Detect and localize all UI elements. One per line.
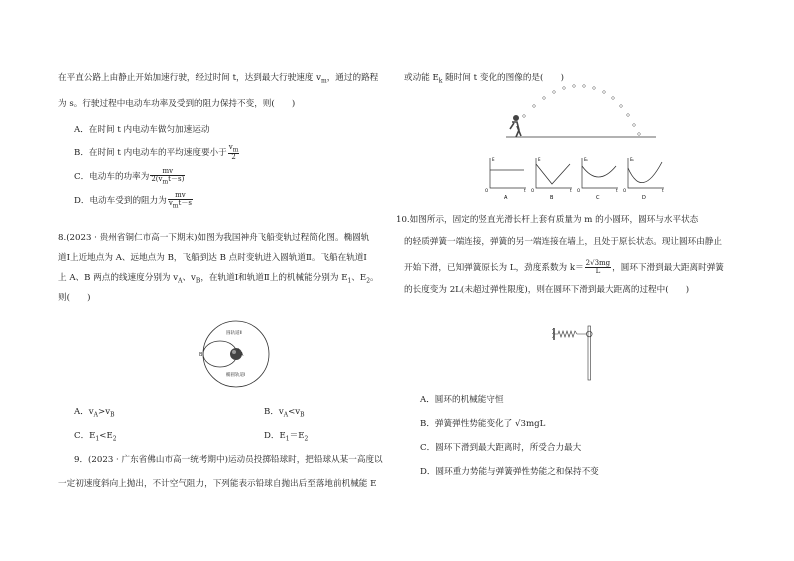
svg-text:t: t	[616, 188, 618, 193]
q10-stem-line-3: 开始下滑，已知弹簧原长为 L，劲度系数为 k＝ $\frac{2√3mg}{L}$ ，圆环下滑到最大距离时弹簧	[404, 259, 724, 275]
fraction: $\frac{2√3mg}{L}$	[585, 259, 611, 275]
orbit-figure	[196, 312, 271, 392]
q10-option-c: C．圆环下滑到最大距离时，所受合力最大	[420, 443, 582, 453]
svg-text:A: A	[240, 352, 244, 358]
q8-option-b: B．$v_A<v_B$	[264, 407, 305, 419]
q9-stem-line-3: 或动能 $E_k$ 随时间 t 变化的图像的是( )	[404, 73, 564, 85]
q7-option-c: C．电动车的功率为 $\frac{mv}{2(v_mt-s)}$	[74, 167, 185, 186]
q7-option-b: B．在时间 t 内电动车的平均速度要小于 $\frac{v_m}{2}$	[74, 143, 239, 162]
q9-stem-line-2: 一定初速度斜向上抛出，不计空气阻力，下列能表示铅球自抛出后至落地前机械能 E	[58, 479, 377, 489]
svg-text:椭圆轨道Ⅰ: 椭圆轨道Ⅰ	[226, 373, 246, 378]
svg-text:B: B	[199, 352, 203, 358]
spring	[554, 331, 586, 337]
svg-text:A: A	[504, 195, 508, 201]
athlete-icon	[510, 115, 521, 137]
svg-text:O: O	[577, 188, 581, 193]
svg-text:O: O	[531, 188, 535, 193]
q8-stem-line-4: 则( )	[58, 293, 91, 303]
svg-text:Eₖ: Eₖ	[584, 157, 589, 162]
svg-text:C: C	[596, 195, 600, 201]
q10-option-b: B．弹簧弹性势能变化了 √3mgL	[420, 419, 546, 429]
svg-text:E: E	[538, 157, 541, 162]
q8-stem-line-3: 上 A、B 两点的线速度分别为 $v_A$、$v_B$，在轨道Ⅰ和轨道Ⅱ上的机械能分别为 $E_1$、$E_2$。	[58, 273, 379, 285]
svg-text:B: B	[550, 195, 554, 201]
q10-option-a: A．圆环的机械能守恒	[420, 395, 504, 405]
svg-text:D: D	[642, 195, 646, 201]
svg-text:O: O	[485, 188, 489, 193]
graph-c	[577, 157, 618, 201]
q8-option-d: D．$E_1=E_2$	[264, 431, 309, 443]
trajectory-dots	[523, 85, 641, 136]
q10-stem-line-4: 的长度变为 2L(未超过弹性限度)，则在圆环下滑到最大距离的过程中( )	[404, 285, 690, 295]
q10-stem-line-2: 的轻质弹簧一端连接，弹簧的另一端连接在墙上，且处于原长状态。现让圆环由静止	[404, 237, 722, 247]
q7-stem-line-2: 为 s。行驶过程中电动车功率及受到的阻力保持不变，则( )	[58, 99, 296, 109]
svg-text:圆轨道Ⅱ: 圆轨道Ⅱ	[226, 331, 242, 336]
q10-stem-line-1: 10.如图所示，固定的竖直光滑长杆上套有质量为 m 的小圆环，圆环与水平状态	[396, 215, 699, 225]
q8-option-a: A．$v_A>v_B$	[74, 407, 115, 419]
q8-stem-line-1: 8.(2023 · 贵州省铜仁市高一下期末)如图为我国神舟飞船变轨过程简化图。椭圆轨	[58, 233, 370, 243]
q9-stem-line-1: 9．(2023 · 广东省佛山市高一统考期中)运动员投掷铅球时，把铅球从某一高度以	[74, 455, 383, 465]
svg-text:t: t	[524, 188, 526, 193]
q7-option-a: A．在时间 t 内电动车做匀加速运动	[74, 125, 210, 135]
graph-d	[623, 157, 664, 201]
svg-text:E: E	[492, 157, 495, 162]
q7-option-d: D．电动车受到的阻力为 $\frac{mv}{v_mt-s}$	[74, 191, 192, 210]
fraction: $\frac{mv}{v_mt-s}$	[168, 191, 192, 210]
q8-option-c: C．$E_1<E_2$	[74, 431, 117, 443]
q7-stem-line-1: 在平直公路上由静止开始加速行驶，经过时间 t，达到最大行驶速度 $v_m$，通过的路程	[58, 73, 379, 85]
spring-rod-figure	[552, 324, 598, 382]
svg-text:O: O	[623, 188, 627, 193]
q10-option-d: D．圆环重力势能与弹簧弹性势能之和保持不变	[420, 467, 599, 477]
fraction: $\frac{mv}{2(v_mt-s)}$	[151, 167, 185, 186]
svg-text:t: t	[570, 188, 572, 193]
vertical-rod	[588, 326, 591, 380]
shot-put-figure	[506, 82, 656, 142]
graph-b	[531, 157, 572, 201]
energy-graphs	[484, 154, 664, 202]
svg-text:Eₖ: Eₖ	[630, 157, 635, 162]
graph-a	[485, 157, 526, 201]
fraction: $\frac{v_m}{2}$	[228, 143, 239, 162]
q8-stem-line-2: 道Ⅰ上近地点为 A、远地点为 B，飞船到达 B 点时变轨进入圆轨道Ⅱ。飞船在轨道Ⅰ	[58, 253, 367, 263]
svg-text:t: t	[662, 188, 664, 193]
